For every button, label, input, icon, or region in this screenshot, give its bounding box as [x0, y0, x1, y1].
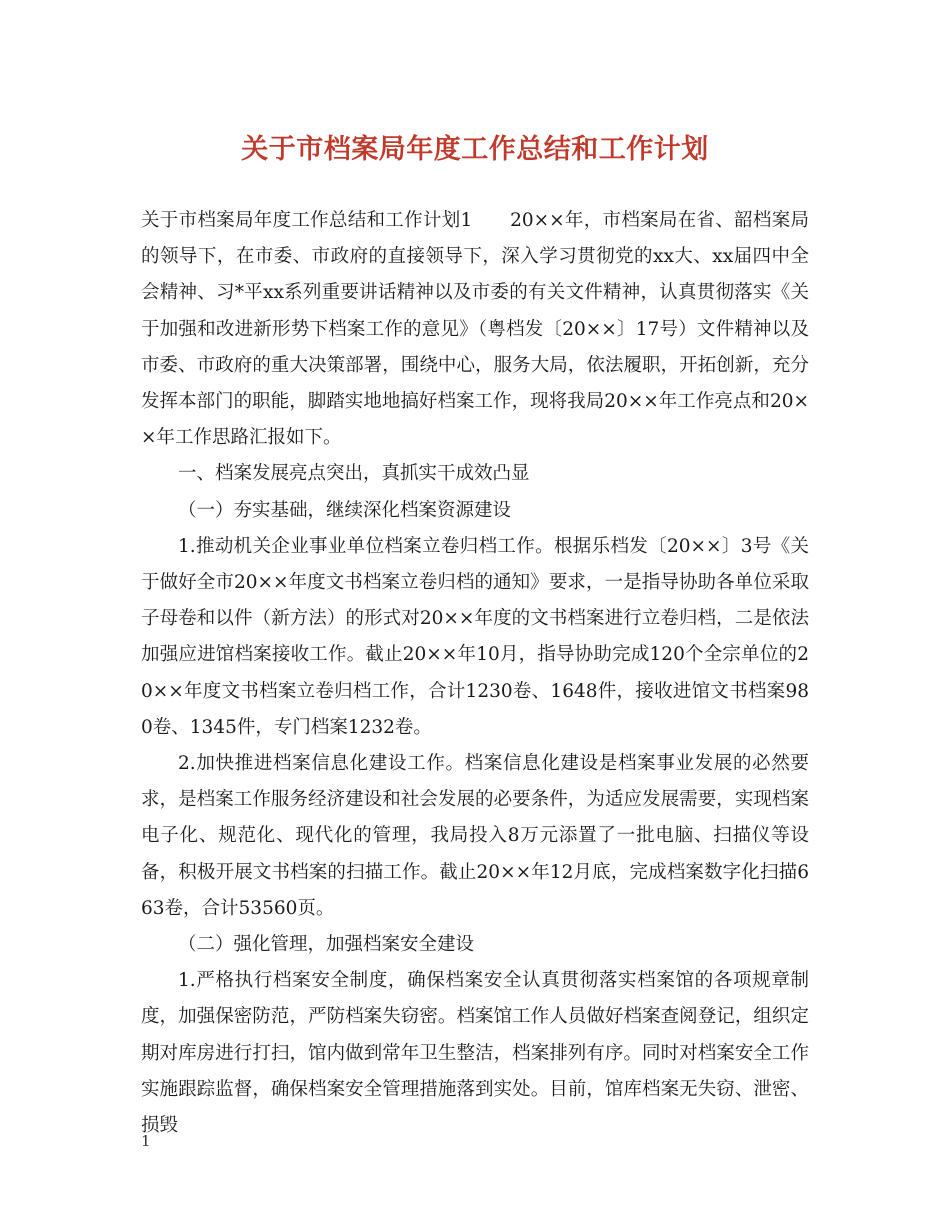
- section-heading-1: 一、档案发展亮点突出，真抓实干成效凸显: [178, 463, 530, 485]
- document-body: [141, 203, 809, 1144]
- paragraph-item-2-1: 1.严格执行档案安全制度，确保档案安全认真贯彻落实档案馆的各项规章制度，加强保密防范，严防档案失窃密。档案馆工作人员做好档案查阅登记，组织定期对库房进行打扫，馆内做到常年卫生整洁，档案排列有序。同时对档案安全工作实施跟踪监督，确保档案安全管理措施落到实处。目前，馆库档案无失窃、泄密、损毁: [141, 970, 809, 1137]
- intro-paragraph: 关于市档案局年度工作总结和工作计划1 20××年，市档案局在省、韶档案局的领导下，在市委、市政府的直接领导下，深入学习贯彻党的xx大、xx届四中全会精神、习*平xx系列重要讲话精神以及市委的有关文件精神，认真贯彻落实《关于加强和改进新形势下档案工作的意见》（粤档发〔20××〕17号）文件精神以及市委、市政府的重大决策部署，围绕中心，服务大局，依法履职，开拓创新，充分发挥本部门的职能，脚踏实地地搞好档案工作，现将我局20××年工作亮点和20××年工作思路汇报如下。: [141, 210, 809, 449]
- page-number: 1: [141, 1132, 151, 1150]
- paragraph-item-1-1: 1.推动机关企业事业单位档案立卷归档工作。根据乐档发〔20××〕3号《关于做好全市20××年度文书档案立卷归档的通知》要求，一是指导协助各单位采取子母卷和以件（新方法）的形式对20××年度的文书档案进行立卷归档，二是依法加强应进馆档案接收工作。截止20××年10月，指导协助完成120个全宗单位的20××年度文书档案立卷归档工作，合计1230卷、1648件，接收进馆文书档案980卷、1345件，专门档案1232卷。: [141, 535, 809, 738]
- subsection-heading-2: （二）强化管理，加强档案安全建设: [178, 934, 475, 956]
- document-title: 关于市档案局年度工作总结和工作计划: [241, 134, 709, 165]
- paragraph-item-1-2: 2.加快推进档案信息化建设工作。档案信息化建设是档案事业发展的必然要求，是档案工作服务经济建设和社会发展的必要条件，为适应发展需要，实现档案电子化、规范化、现代化的管理，我局投入8万元添置了一批电脑、扫描仪等设备，积极开展文书档案的扫描工作。截止20××年12月底，完成档案数字化扫描663卷，合计53560页。: [141, 753, 809, 919]
- subsection-heading-1: （一）夯实基础，继续深化档案资源建设: [178, 499, 512, 521]
